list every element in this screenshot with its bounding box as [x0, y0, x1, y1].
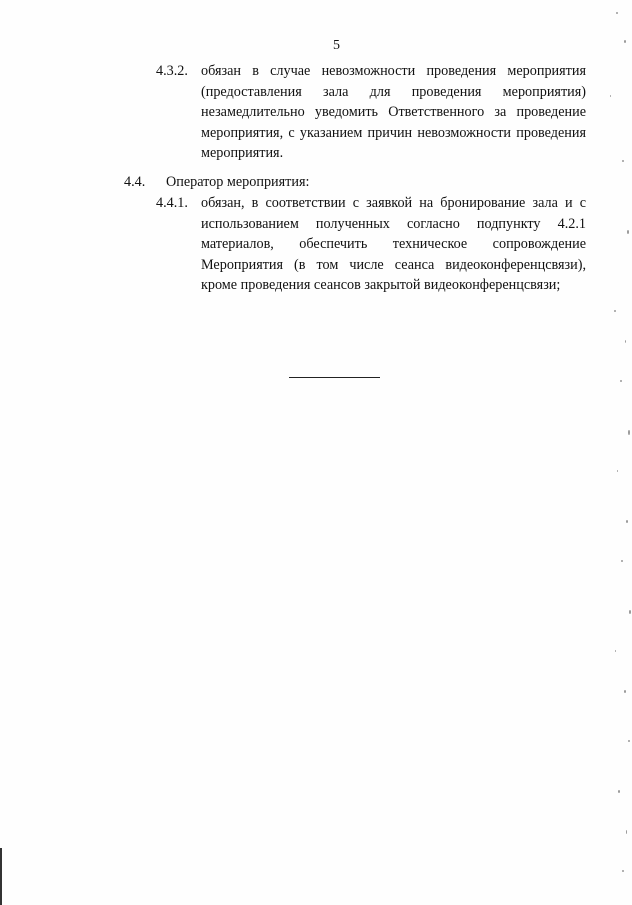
scan-speck: [617, 470, 618, 472]
scan-speck: [626, 520, 628, 523]
end-of-text-rule: [289, 377, 380, 378]
scan-speck: [628, 740, 630, 742]
scan-speck: [624, 690, 626, 693]
scan-speck: [621, 560, 623, 562]
scan-edge-left: [0, 848, 2, 905]
clause-text: обязан в случае невозможности проведения мероприятия (предоставления зала для проведения мероприятия) незамедлительно уведомить Ответственного за проведение мероприятия, с указанием причин невозможности проведения мероприятия.: [201, 63, 586, 161]
clause-number: 4.3.2.: [156, 63, 188, 79]
page-number: 5: [333, 38, 340, 53]
scan-speck: [626, 830, 627, 834]
clause-number: 4.4.1.: [156, 195, 188, 211]
clause-number: 4.4.: [124, 174, 146, 190]
scan-speck: [620, 380, 622, 382]
scan-speck: [629, 610, 631, 614]
clause-heading: Оператор мероприятия:: [166, 174, 310, 190]
scan-speck: [627, 230, 629, 234]
scan-noise-right: [572, 0, 632, 905]
scan-speck: [610, 95, 611, 97]
scan-speck: [628, 430, 630, 435]
scan-speck: [624, 40, 626, 43]
scan-speck: [614, 310, 616, 312]
scan-speck: [616, 12, 618, 14]
scan-speck: [622, 160, 624, 162]
scan-speck: [618, 790, 620, 793]
clause-text: обязан, в соответствии с заявкой на бронирование зала и с использованием полученных согласно подпункту 4.2.1 материалов, обеспечить техническое сопровождение Мероприятия (в том числе сеанса видеоконференцсвязи), кроме проведения сеансов закрытой видеоконференцсвязи;: [201, 195, 586, 293]
scan-speck: [625, 340, 626, 343]
scan-speck: [622, 870, 624, 872]
clause-4-4-1: [0, 193, 632, 303]
clause-4-3-2: [0, 61, 632, 171]
scan-speck: [615, 650, 616, 652]
